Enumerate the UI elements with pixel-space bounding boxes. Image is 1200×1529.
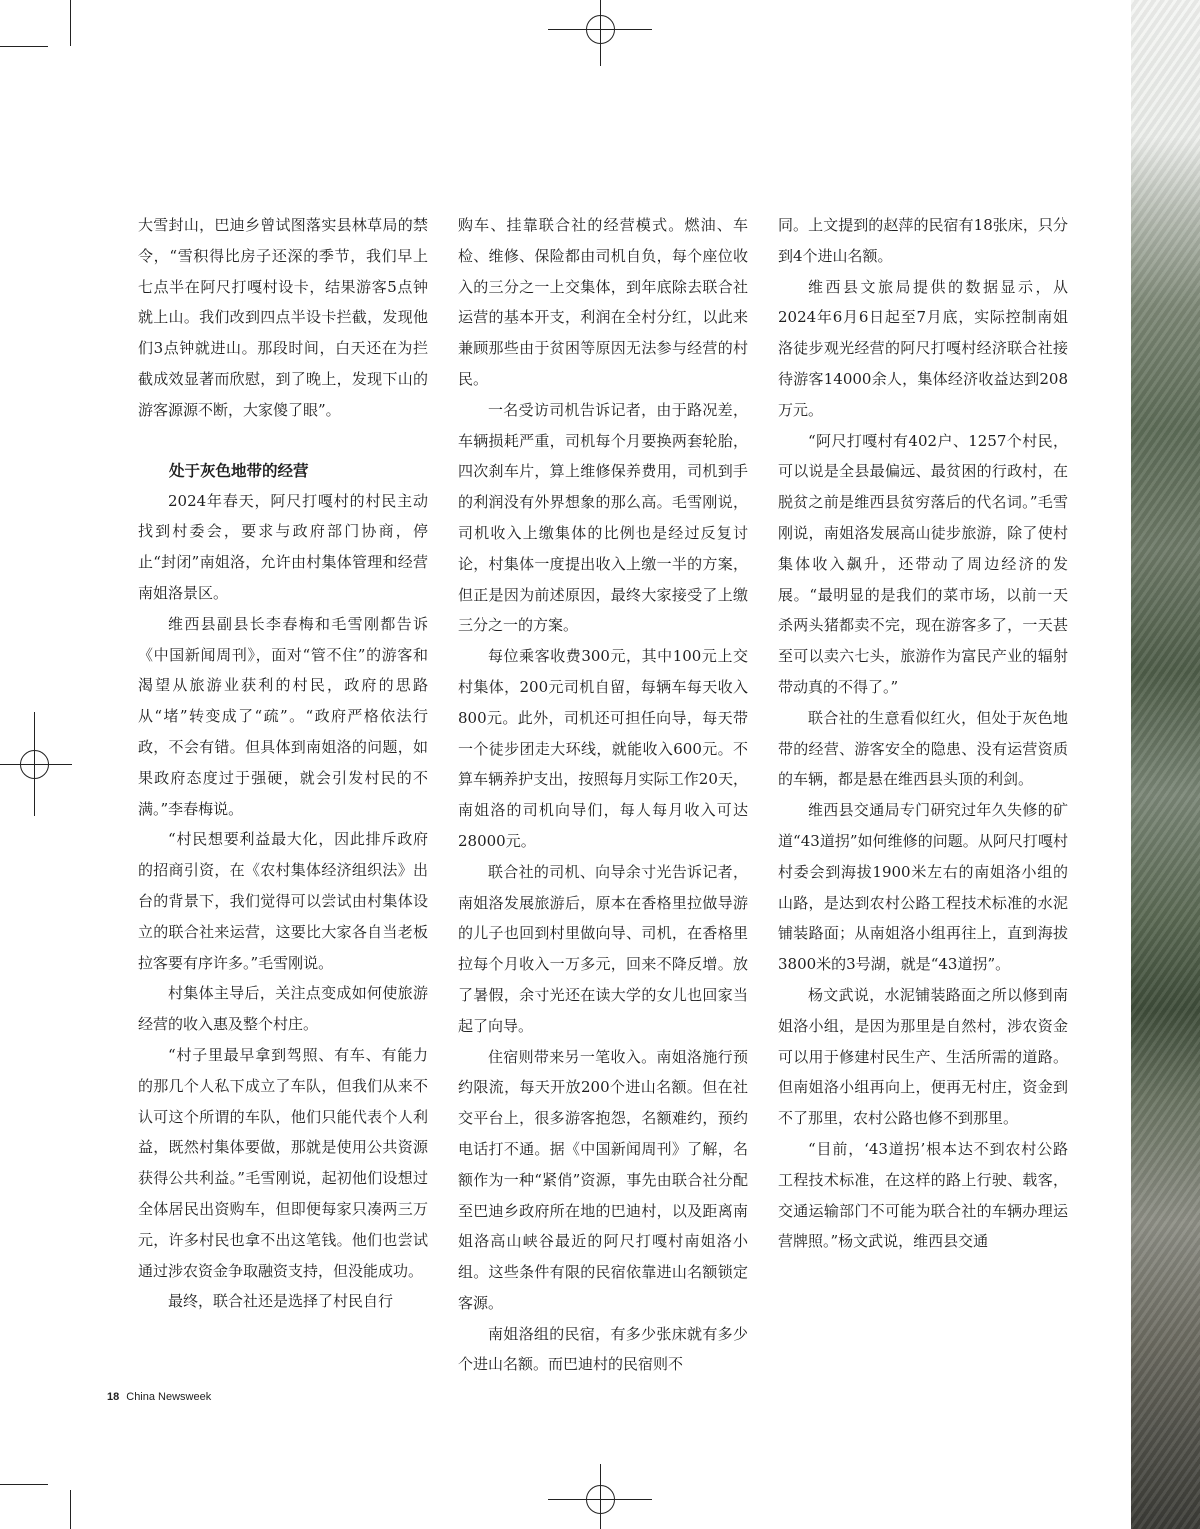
paragraph: 住宿则带来另一笔收入。南姐洛施行预约限流，每天开放200个进山名额。但在社交平台上，很多游客抱怨，名额难约，预约电话打不通。据《中国新闻周刊》了解，名额作为一种“紧俏”资源，事先由联合社分配至巴迪乡政府所在地的巴迪村，以及距离南姐洛高山峡谷最近的阿尺打嘎村南姐洛小组。这些条件有限的民宿依靠进山名额锁定客源。 bbox=[458, 1047, 748, 1312]
paragraph: 同。上文提到的赵萍的民宿有18张床，只分到4个进山名额。 bbox=[778, 216, 1068, 265]
paragraph: 购车、挂靠联合社的经营模式。燃油、车检、维修、保险都由司机自负，每个座位收入的三分之一上交集体，到年底除去联合社运营的基本开支，利润在全村分红，以此来兼顾那些由于贫困等原因无法参与经营的村民。 bbox=[458, 216, 748, 388]
paragraph: 维西县文旅局提供的数据显示，从2024年6月6日起至7月底，实际控制南姐洛徒步观光经营的阿尺打嘎村经济联合社接待游客14000余人，集体经济收益达到208万元。 bbox=[778, 277, 1068, 419]
paragraph: “目前，‘43道拐’根本达不到农村公路工程技术标准，在这样的路上行驶、载客，交通运输部门不可能为联合社的车辆办理运营牌照。”杨文武说，维西县交通 bbox=[778, 1139, 1068, 1251]
crop-mark bbox=[0, 1484, 48, 1485]
magazine-name: China Newsweek bbox=[126, 1391, 212, 1403]
text-column-1 bbox=[138, 210, 428, 1317]
paragraph: 联合社的司机、向导余寸光告诉记者，南姐洛发展旅游后，原本在香格里拉做导游的儿子也回到村里做向导、司机，在香格里拉每个月收入一万多元，回来不降反增。放了暑假，余寸光还在读大学的女儿也回家当起了向导。 bbox=[458, 862, 748, 1035]
crop-mark bbox=[0, 46, 48, 47]
paragraph: “村子里最早拿到驾照、有车、有能力的那几个人私下成立了车队，但我们从来不认可这个所谓的车队，他们只能代表个人利益，既然村集体要做，那就是使用公共资源获得公共利益。”毛雪刚说，起初他们设想过全体居民出资购车，但即便每家只凑两三万元，许多村民也拿不出这笔钱。他们也尝试通过涉农资金争取融资支持，但没能成功。 bbox=[138, 1045, 428, 1280]
registration-mark bbox=[586, 15, 615, 44]
paragraph: 最终，联合社还是选择了村民自行 bbox=[168, 1292, 394, 1311]
paragraph: 村集体主导后，关注点变成如何使旅游经营的收入惠及整个村庄。 bbox=[138, 984, 428, 1034]
paragraph: 联合社的生意看似红火，但处于灰色地带的经营、游客安全的隐患、没有运营资质的车辆，都是悬在维西县头顶的利剑。 bbox=[778, 708, 1068, 789]
section-heading: 处于灰色地带的经营 bbox=[169, 461, 309, 480]
paragraph: 维西县交通局专门研究过年久失修的矿道“43道拐”如何维修的问题。从阿尺打嘎村村委会到海拔1900米左右的南姐洛小组的山路，是达到农村公路工程技术标准的水泥铺装路面；从南姐洛小组再往上，直到海拔3800米的3号湖，就是“43道拐”。 bbox=[778, 801, 1068, 974]
paragraph: 南姐洛组的民宿，有多少张床就有多少个进山名额。而巴迪村的民宿则不 bbox=[458, 1324, 748, 1374]
text-column-3 bbox=[778, 210, 1068, 1257]
paragraph: “村民想要利益最大化，因此排斥政府的招商引资，在《农村集体经济组织法》出台的背景下，我们觉得可以尝试由村集体设立的联合社来运营，这要比大家各自当老板拉客要有序许多。”毛雪刚说。 bbox=[138, 830, 428, 972]
paragraph: 维西县副县长李春梅和毛雪刚都告诉《中国新闻周刊》，面对“管不住”的游客和渴望从旅游业获利的村民，政府的思路从“堵”转变成了“疏”。“政府严格依法行政，不会有错。但具体到南姐洛的问题，如果政府态度过于强硬，就会引发村民的不满。”李春梅说。 bbox=[138, 614, 428, 818]
paragraph: 一名受访司机告诉记者，由于路况差，车辆损耗严重，司机每个月要换两套轮胎，四次刹车片，算上维修保养费用，司机到手的利润没有外界想象的那么高。毛雪刚说，司机收入上缴集体的比例也是经过反复讨论，村集体一度提出收入上缴一半的方案，但正是因为前述原因，最终大家接受了上缴三分之一的方案。 bbox=[458, 400, 748, 635]
page-footer bbox=[107, 1391, 211, 1403]
paragraph: 2024年春天，阿尺打嘎村的村民主动找到村委会，要求与政府部门协商，停止“封闭”南姐洛，允许由村集体管理和经营南姐洛景区。 bbox=[138, 491, 428, 602]
page-number: 18 bbox=[107, 1391, 120, 1403]
paragraph: 大雪封山，巴迪乡曾试图落实县林草局的禁令，“雪积得比房子还深的季节，我们早上七点半在阿尺打嘎村设卡，结果游客5点钟就上山。我们改到四点半设卡拦截，发现他们3点钟就进山。那段时间，白天还在为拦截成效显著而欣慰，到了晚上，发现下山的游客源源不断，大家傻了眼”。 bbox=[138, 216, 428, 419]
registration-mark bbox=[20, 750, 49, 779]
crop-mark bbox=[70, 0, 71, 46]
paragraph: 杨文武说，水泥铺装路面之所以修到南姐洛小组，是因为那里是自然村，涉农资金可以用于修建村民生产、生活所需的道路。但南姐洛小组再向上，便再无村庄，资金到不了那里，农村公路也修不到那里。 bbox=[778, 985, 1068, 1128]
paragraph: 每位乘客收费300元，其中100元上交村集体，200元司机自留，每辆车每天收入800元。此外，司机还可担任向导，每天带一个徒步团走大环线，就能收入600元。不算车辆养护支出，按照每月实际工作20天，南姐洛的司机向导们，每人每月收入可达28000元。 bbox=[458, 647, 748, 850]
registration-mark bbox=[586, 1485, 615, 1514]
text-column-2 bbox=[458, 210, 748, 1380]
paragraph: “阿尺打嘎村有402户、1257个村民，可以说是全县最偏远、最贫困的行政村，在脱贫之前是维西县贫穷落后的代名词。”毛雪刚说，南姐洛发展高山徒步旅游，除了使村集体收入飙升，还带动了周边经济的发展。“最明显的是我们的菜市场，以前一天杀两头猪都卖不完，现在游客多了，一天甚至可以卖六七头，旅游作为富民产业的辐射带动真的不得了。” bbox=[778, 431, 1068, 696]
crop-mark bbox=[70, 1490, 71, 1529]
photo-edge bbox=[1131, 0, 1200, 1529]
